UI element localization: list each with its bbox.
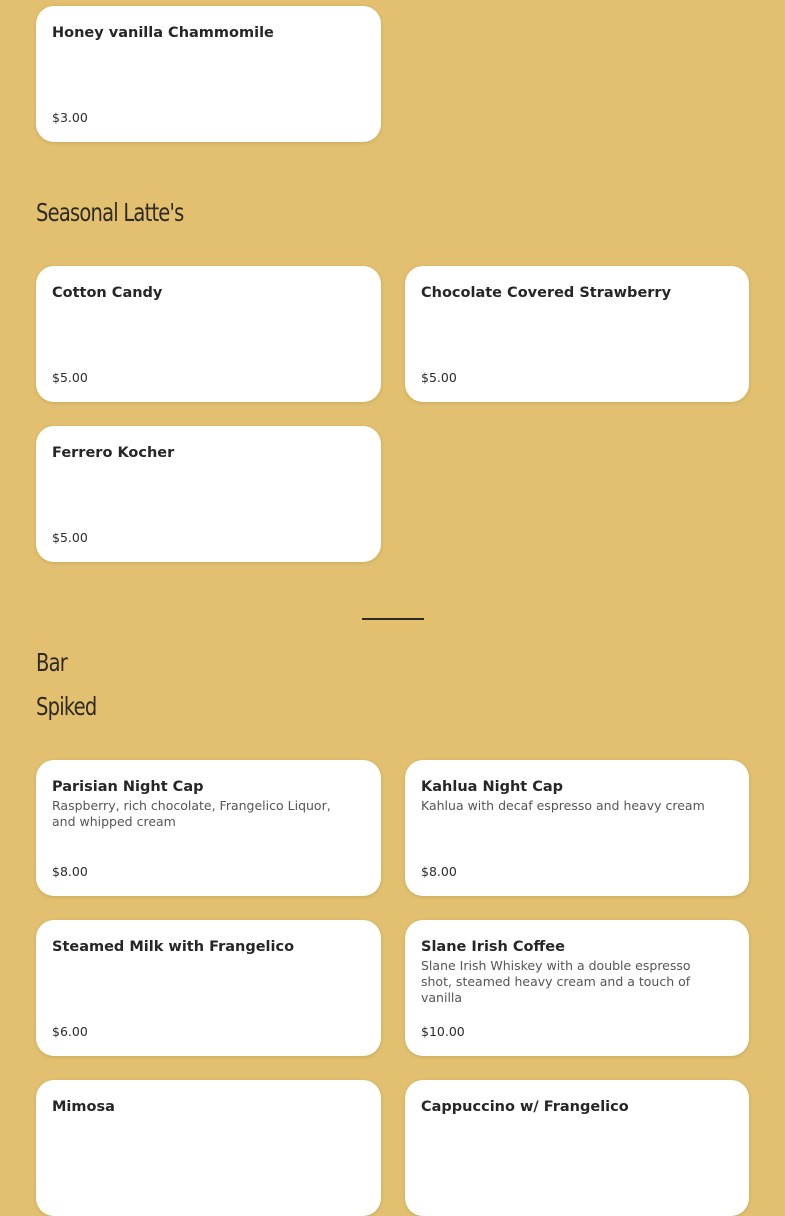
- section-heading-seasonal: Seasonal Latte's: [36, 198, 184, 227]
- menu-item-name: Parisian Night Cap: [52, 779, 204, 795]
- section-heading-bar: Bar: [36, 648, 68, 677]
- menu-item-description: Kahlua with decaf espresso and heavy cream: [421, 798, 705, 813]
- menu-item-price: $3.00: [52, 110, 88, 125]
- menu-item-name: Ferrero Kocher: [52, 445, 175, 461]
- menu-item-description: Raspberry, rich chocolate, Frangelico Liquor, and whipped cream: [52, 798, 331, 829]
- menu-item-name: Honey vanilla Chammomile: [52, 25, 274, 41]
- menu-item-card[interactable]: [36, 426, 381, 562]
- menu-item-card[interactable]: [36, 920, 381, 1056]
- menu-item-card[interactable]: [405, 920, 749, 1056]
- menu-item-card[interactable]: [36, 760, 381, 896]
- section-heading-spiked: Spiked: [36, 692, 97, 721]
- menu-item-card[interactable]: [405, 266, 749, 402]
- menu-item-card[interactable]: [405, 1080, 749, 1216]
- menu-item-name: Cotton Candy: [52, 285, 163, 301]
- menu-item-card[interactable]: [36, 1080, 381, 1216]
- menu-item-description: Slane Irish Whiskey with a double espresso shot, steamed heavy cream and a touch of vanilla: [421, 958, 691, 1005]
- menu-item-name: Chocolate Covered Strawberry: [421, 285, 672, 301]
- menu-item-price: $10.00: [421, 1024, 465, 1039]
- menu-item-card[interactable]: [405, 760, 749, 896]
- menu-item-price: $8.00: [421, 864, 457, 879]
- menu-item-price: $6.00: [52, 1024, 88, 1039]
- menu-item-name: Slane Irish Coffee: [421, 939, 565, 955]
- menu-item-name: Cappuccino w/ Frangelico: [421, 1099, 629, 1115]
- menu-item-name: Kahlua Night Cap: [421, 779, 564, 795]
- menu-item-price: $5.00: [421, 370, 457, 385]
- menu-item-name: Steamed Milk with Frangelico: [52, 939, 295, 955]
- menu-item-card[interactable]: [36, 266, 381, 402]
- menu-item-price: $5.00: [52, 370, 88, 385]
- menu-item-price: $5.00: [52, 530, 88, 545]
- menu-item-card[interactable]: [36, 6, 381, 142]
- menu-item-price: $8.00: [52, 864, 88, 879]
- menu-item-name: Mimosa: [52, 1099, 115, 1115]
- section-divider: [362, 618, 424, 620]
